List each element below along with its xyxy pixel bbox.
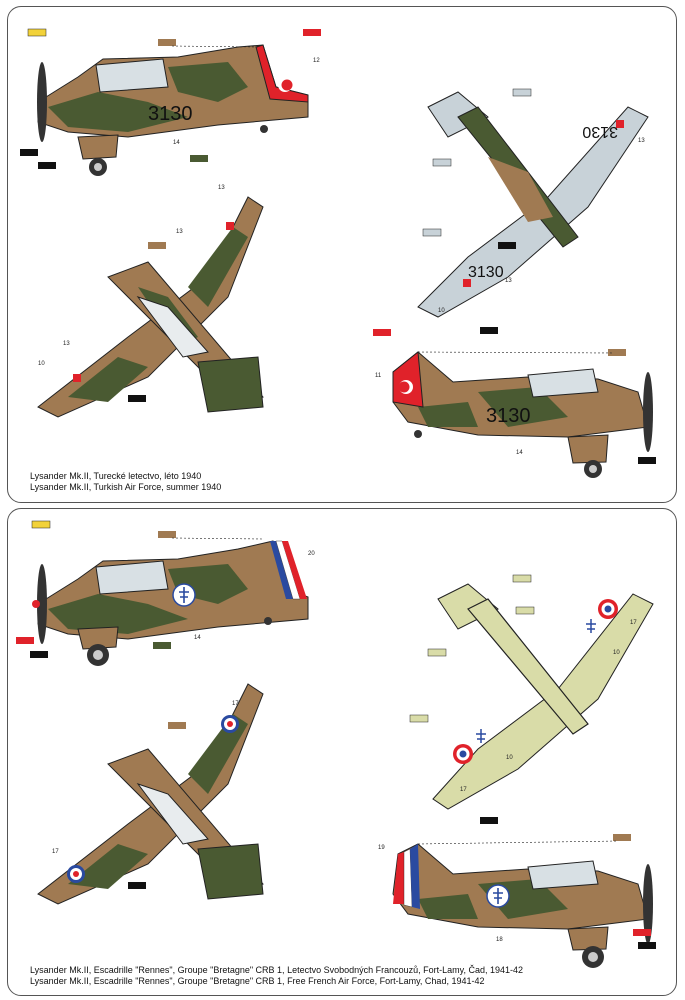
callout-label: 14 — [173, 140, 180, 146]
underside-view-right — [410, 575, 653, 809]
side-profile-left — [16, 521, 308, 666]
callout-label: 13 — [638, 138, 645, 144]
free-french-scheme-drawings — [8, 509, 676, 995]
callout-label: 18 — [496, 937, 503, 943]
turkish-scheme-panel — [7, 6, 677, 503]
side-profile-right — [393, 817, 656, 968]
callout-label: 17 — [52, 849, 59, 855]
callout-label: 13 — [218, 185, 225, 191]
top-view-left — [38, 684, 263, 904]
fuselage-serial: 3130 — [148, 103, 193, 125]
callout-label: 13 — [176, 229, 183, 235]
callout-label: 20 — [308, 551, 315, 557]
callout-label: 14 — [516, 450, 523, 456]
callout-label: 14 — [194, 635, 201, 641]
side-profile-left — [20, 29, 321, 176]
caption-czech: Lysander Mk.II, Escadrille "Rennes", Groupe "Bretagne" CRB 1, Letectvo Svobodných Francouzů, Fort-Lamy, Čad, 1941-42 — [30, 965, 524, 975]
callout-label: 17 — [630, 620, 637, 626]
caption-czech: Lysander Mk.II, Turecké letectvo, léto 1940 — [30, 471, 202, 481]
callout-label: 10 — [613, 650, 620, 656]
callout-label: 11 — [375, 373, 382, 379]
callout-label: 10 — [438, 308, 445, 314]
callout-label: 17 — [460, 787, 467, 793]
callout-label: 13 — [63, 341, 70, 347]
wing-serial: 3130 — [582, 123, 618, 140]
caption-english: Lysander Mk.II, Turkish Air Force, summer 1940 — [30, 482, 222, 492]
callout-label: 17 — [232, 701, 239, 707]
underside-view-right — [418, 89, 648, 317]
fuselage-serial: 3130 — [486, 405, 531, 427]
callout-label: 12 — [313, 58, 320, 64]
free-french-scheme-panel — [7, 508, 677, 996]
side-profile-right — [373, 327, 656, 478]
wing-serial: 3130 — [468, 264, 504, 281]
callout-label: 10 — [38, 361, 45, 367]
callout-label: 19 — [378, 845, 385, 851]
caption-english: Lysander Mk.II, Escadrille "Rennes", Groupe "Bretagne" CRB 1, Free French Air Force, Fort-Lamy, Chad, 1941-42 — [30, 976, 485, 986]
top-view-left — [38, 197, 263, 417]
turkish-scheme-drawings — [8, 7, 676, 502]
callout-label: 10 — [506, 755, 513, 761]
callout-label: 13 — [505, 278, 512, 284]
